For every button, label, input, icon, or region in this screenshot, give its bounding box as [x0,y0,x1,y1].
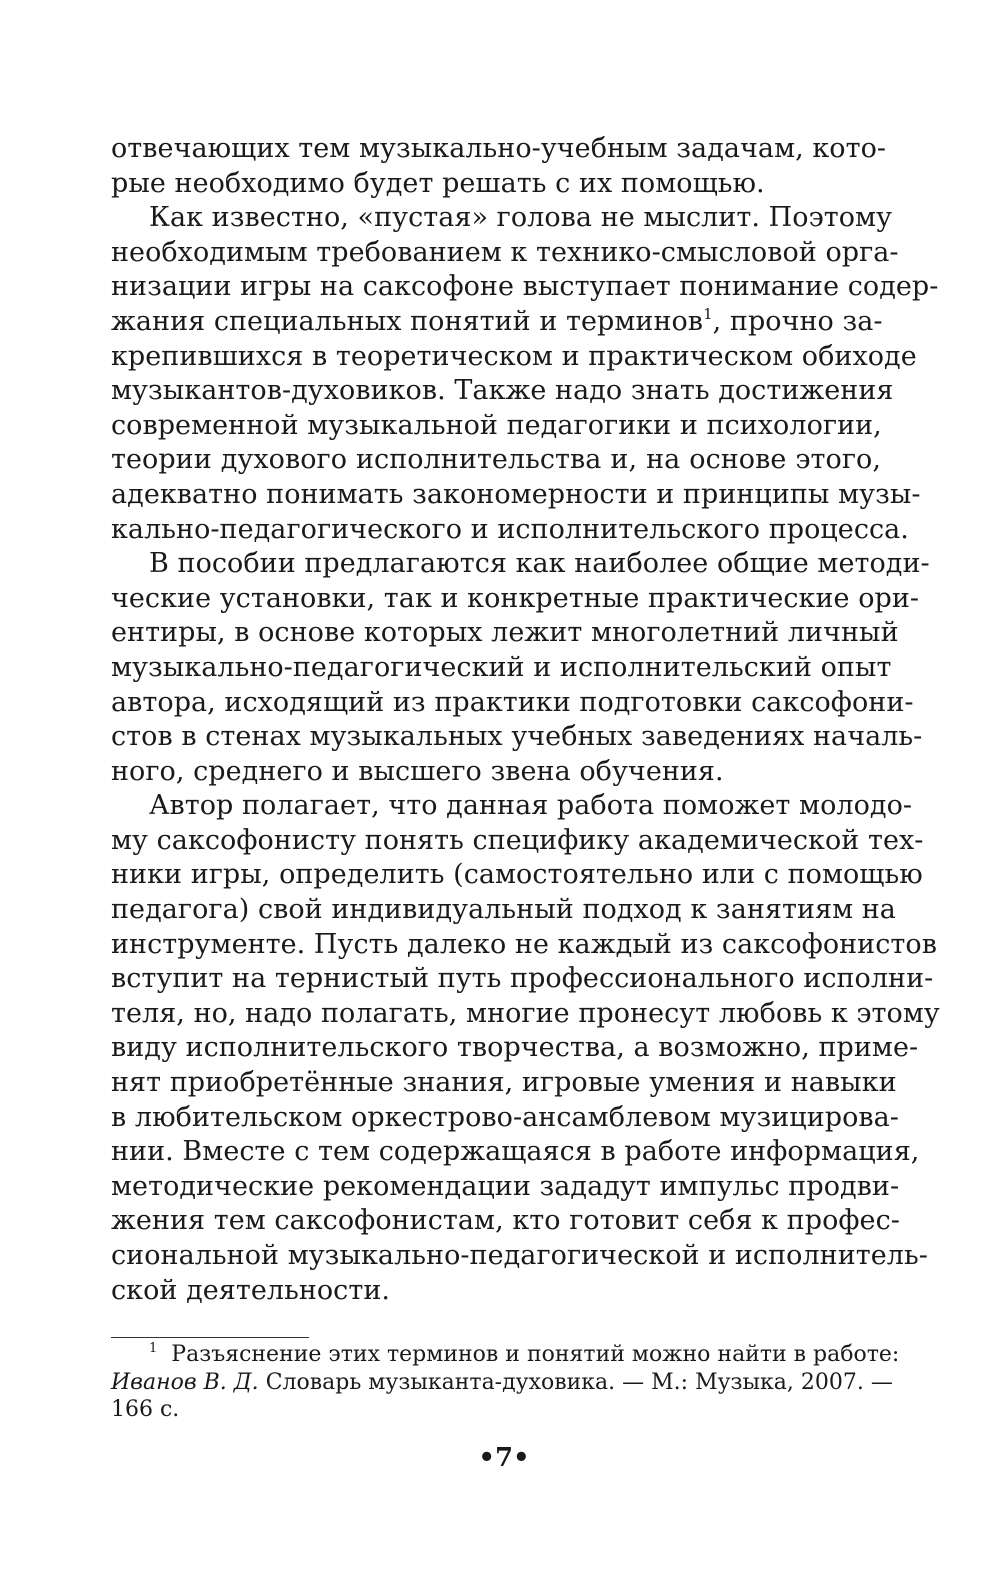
footnote-line: 166 с. [111,1397,180,1422]
text-line: крепившихся в теоретическом и практическом обиходе [111,340,917,372]
text-line: адекватно понимать закономерности и принципы музы- [111,478,921,510]
text-line: виду исполнительского творчества, а возможно, приме- [111,1032,919,1064]
text-line: теля, но, надо полагать, многие пронесут любовь к этому [111,997,940,1029]
text-line: педагога) свой индивидуальный подход к занятиям на [111,894,896,926]
text-line: Автор полагает, что данная работа поможет молодо- [149,790,913,822]
text-line: музыкантов-духовиков. Также надо знать достижения [111,375,894,407]
footnote [111,1341,900,1424]
text-line: методические рекомендации зададут импульс продви- [111,1170,900,1202]
text-line: ентиры, в основе которых лежит многолетний личный [111,617,899,649]
text-line: кально-педагогического и исполнительского процесса. [111,513,909,545]
footnote-author: Иванов В. Д. [111,1369,259,1395]
page-number: •7• [478,1443,530,1473]
text-line: Как известно, «пустая» голова не мыслит. Поэтому [149,202,893,234]
footnote-divider [111,1337,309,1338]
text-line: В пособии предлагаются как наиболее общие методи- [149,548,930,580]
text-line: вступит на тернистый путь профессионального исполни- [111,963,934,995]
footnote-reference: 1 [703,304,713,323]
text-line: низации игры на саксофоне выступает понимание содер- [111,271,939,303]
text-line-with-footnote-ref [111,305,881,340]
text-segment: жания специальных понятий и терминов [111,305,704,337]
text-line: необходимым требованием к технико-смысловой орга- [111,236,899,268]
text-line: ческие установки, так и конкретные практические ори- [111,582,920,614]
text-line: музыкально-педагогический и исполнительский опыт [111,651,892,683]
footnote-text: Словарь музыканта-духовика. — М.: Музыка, 2007. — [265,1369,893,1395]
text-segment: , прочно за- [712,305,883,337]
text-line: му саксофонисту понять специфику академической тех- [111,824,924,856]
text-line: ники игры, определить (самостоятельно или с помощью [111,859,923,891]
text-line: нят приобретённые знания, игровые умения и навыки [111,1067,897,1099]
text-line: жения тем саксофонистам, кто готовит себя к профес- [111,1205,900,1237]
text-line: теории духового исполнительства и, на основе этого, [111,444,881,476]
footnote-line [111,1369,893,1397]
text-line: современной музыкальной педагогики и психологии, [111,409,882,441]
text-line: в любительском оркестрово-ансамблевом музицирова- [111,1101,899,1133]
text-line: рые необходимо будет решать с их помощью. [111,167,765,199]
text-line: стов в стенах музыкальных учебных заведениях началь- [111,721,923,753]
footnote-marker: 1 [149,1341,158,1356]
text-line: нии. Вместе с тем содержащаяся в работе информация, [111,1136,920,1168]
footnote-line [111,1341,900,1369]
text-line: инструменте. Пусть далеко не каждый из саксофонистов [111,928,937,960]
main-text [111,132,940,1308]
text-line: сиональной музыкально-педагогической и исполнитель- [111,1240,928,1271]
text-line: ской деятельности. [111,1274,391,1306]
text-line: отвечающих тем музыкально-учебным задачам, кото- [111,133,887,164]
footnote-text: Разъяснение этих терминов и понятий можно найти в работе: [171,1342,900,1367]
text-line: ного, среднего и высшего звена обучения. [111,755,724,787]
text-line: автора, исходящий из практики подготовки саксофони- [111,686,914,718]
